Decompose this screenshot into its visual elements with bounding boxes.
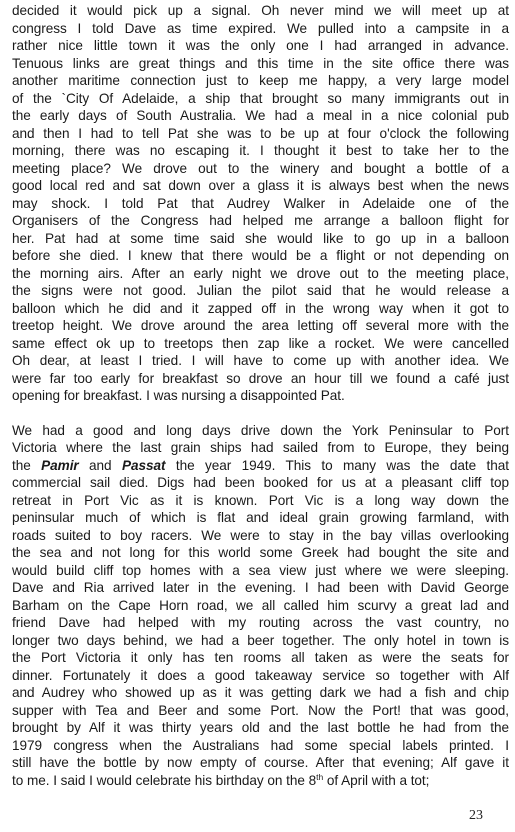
text-line: treetop height. We drove around the area letting off several more with the (12, 318, 509, 333)
text-line: 1979 congress when the Australians had some special labels printed. I (12, 737, 509, 753)
text-line: Barham on the Cape Horn road, we all called him scurvy a great lad and (12, 597, 509, 613)
text-line: still have the bottle by now empty of course. After that evening; Alf gave it (12, 755, 509, 770)
text-line: the morning airs. After an early night we drove out to the meeting place, (12, 265, 509, 281)
text-line: may shock. I told Pat that Audrey Walker in Adelaide one of the (12, 195, 509, 211)
text-line: Tenuous links are great things and this time in the site office there was (12, 55, 509, 71)
text-line: were far too early for breakfast so drove an hour till we found a café just (12, 370, 509, 386)
text-line: of the `City Of Adelaide, a ship that brought so many immigrants out in (12, 90, 509, 106)
paragraph-2 (12, 422, 509, 790)
text-line: friend Dave had helped with my routing across the vast country, no (12, 615, 509, 630)
text-line: decided it would pick up a signal. Oh never mind we will meet up at (12, 3, 509, 18)
page-number: 23 (469, 808, 483, 823)
text-line: We had a good and long days drive down the York Peninsular to Port (12, 422, 509, 438)
text-line: Organisers of the Congress had helped me arrange a balloon flight for (12, 213, 509, 228)
text-line: dinner. Fortunately it does a good takeaway service so together with Alf (12, 667, 509, 683)
text-line: the sea and not long for this world some Greek had bought the site and (12, 545, 509, 560)
text-line: would build cliff top homes with a sea view just where we were sleeping. (12, 562, 509, 578)
text-line: congress I told Dave as time expired. We pulled into a campsite in a (12, 20, 509, 36)
ordinal-suffix: th (316, 771, 324, 782)
text-line: balloon which he did and it zapped off in the wrong way when it got to (12, 300, 509, 316)
text-line: the Port Victoria it only has ten rooms all taken as were the seats for (12, 650, 509, 665)
text-line: morning, there was no escaping it. I thought it best to take her to the (12, 143, 509, 158)
text-line: roads suited to boy racers. We were to stay in the bay villas overlooking (12, 527, 509, 543)
text-line: rather nice little town it was the only one I had arranged in advance. (12, 38, 509, 53)
text-line: Victoria where the last grain ships had sailed from to Europe, they being (12, 440, 509, 455)
text-line: to me. I said I would celebrate his birthday on the 8th of April with a tot; (12, 771, 430, 788)
document-page (12, 2, 509, 789)
text-line: Dave and Ria arrived later in the evening. I had been with David George (12, 580, 509, 595)
text-line: the signs were not good. Julian the pilot said that he would release a (12, 283, 509, 298)
text-line: and Audrey who showed up as it was getting dark we had a fish and chip (12, 685, 509, 700)
text-line: opening for breakfast. I was nursing a disappointed Pat. (12, 388, 345, 403)
text-line: brought by Alf it was thirty years old and the last bottle he had from the (12, 720, 509, 735)
text-line: longer two days behind, we had a beer together. The only hotel in town is (12, 632, 509, 648)
text-line: supper with Tea and Beer and some Port. Now the Port! that was good, (12, 702, 509, 718)
ship-name: Pamir (41, 457, 79, 473)
text-line: the Pamir and Passat the year 1949. This to many was the date that (12, 457, 509, 473)
ship-name: Passat (121, 457, 166, 473)
text-line: retreat in Port Vic as it is known. Port Vic is a long way down the (12, 492, 509, 508)
text-line: commercial sail died. Digs had been booked for us at a pleasant cliff top (12, 475, 509, 490)
text-line: the early days of South Australia. We had a meal in a nice colonial pub (12, 108, 509, 123)
text-line: Oh dear, at least I tried. I will have to come up with another idea. We (12, 353, 509, 368)
paragraph-1 (12, 2, 509, 405)
text-line: good local red and sat down over a glass it is always best when the news (12, 178, 509, 193)
text-line: before she died. I knew that there would be a flight or not depending on (12, 248, 509, 263)
text-line: meeting place? We drove out to the winery and bought a bottle of a (12, 160, 509, 176)
text-line: another maritime connection just to keep me happy, a very large model (12, 73, 509, 88)
text-line: peninsular much of which is flat and ideal grain growing farmland, with (12, 510, 509, 525)
text-line: and then I had to tell Pat she was to be up at four o'clock the following (12, 125, 509, 141)
text-line: same effect ok up to treetops then zap like a rocket. We were cancelled (12, 335, 509, 351)
text-line: her. Pat had at some time said she would like to go up in a balloon (12, 230, 509, 246)
